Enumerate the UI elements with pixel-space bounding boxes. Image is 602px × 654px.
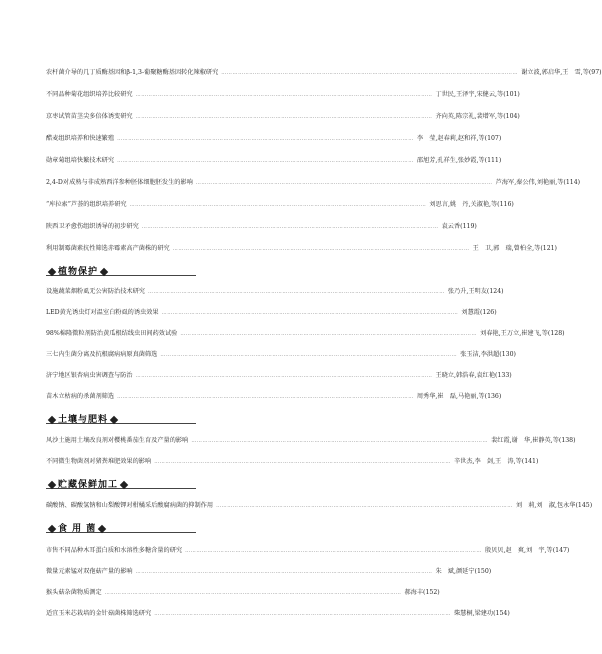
dot-leader: …………………………………………………………………………………………………………………………………………… bbox=[135, 114, 433, 120]
entry-authors: 张玉洁,李洪超(130) bbox=[460, 351, 516, 358]
entry-authors: 丁世民,王泽宇,宋健云,等(101) bbox=[435, 91, 520, 98]
section-heading-label: 贮藏保鲜加工 bbox=[58, 479, 119, 490]
diamond-icon bbox=[100, 267, 108, 275]
entry-authors: 柴慧桐,梁建功(154) bbox=[454, 610, 510, 617]
dot-leader: …………………………………………………………………………………………………………………………………………… bbox=[135, 569, 433, 575]
dot-leader: …………………………………………………………………………………………………………………………………………… bbox=[180, 331, 478, 337]
entry-title: 碳酸钠、碳酸氢钠和山梨酸钾对柑橘采后酸腐病菌的抑制作用 bbox=[46, 502, 214, 509]
entry-title: 醋麦组织培养和快速繁殖 bbox=[46, 135, 115, 142]
toc-entry[interactable] bbox=[46, 500, 593, 512]
entry-title: 市售不同品种木耳蛋白质和水溶性多糖含量的研究 bbox=[46, 547, 183, 554]
dot-leader: …………………………………………………………………………………………………………………………………………… bbox=[117, 394, 414, 400]
dot-leader: …………………………………………………………………………………………………………………………………………… bbox=[221, 70, 519, 76]
entry-authors: 郝海丰(152) bbox=[404, 589, 440, 596]
entry-title: 不同品种菊花组织培养比较研究 bbox=[46, 91, 133, 98]
dot-leader: …………………………………………………………………………………………………………………………………………… bbox=[160, 352, 458, 358]
entry-title: 微量元素锰对双孢菇产量的影响 bbox=[46, 568, 133, 575]
entry-authors: 刘慧霞(126) bbox=[461, 309, 497, 316]
entry-authors: 裴红霞,谢 华,崔静英,等(138) bbox=[491, 437, 576, 444]
section-heading-soil-fertilizer bbox=[46, 409, 196, 424]
entry-authors: 周秀华,崔 磊,马艳丽,等(136) bbox=[416, 393, 502, 400]
dot-leader: …………………………………………………………………………………………………………………………………………… bbox=[117, 136, 414, 142]
dot-leader: …………………………………………………………………………………………………………………………………………… bbox=[185, 548, 482, 554]
entry-authors: 王晓立,韩浩春,袁红艳(133) bbox=[435, 372, 512, 379]
entry-authors: 王 卫,郭 瑞,曾柏全,等(121) bbox=[472, 245, 557, 252]
entry-title: 农杆菌介导的几丁质酶基因和β-1,3-葡聚糖酶基因转化辣椒研究 bbox=[46, 69, 219, 76]
entry-authors: 殷贝贝,赵 爽,刘 宇,等(147) bbox=[484, 547, 570, 554]
entry-authors: 袁云香(119) bbox=[441, 223, 477, 230]
section-heading-plant-protection bbox=[46, 261, 196, 276]
entry-title: 98%棉隆微粒剂防治黄瓜根结线虫田间药效试验 bbox=[46, 330, 178, 337]
toc-entry[interactable] bbox=[46, 177, 581, 189]
entry-authors: 刘春艳,王万立,崔建飞,等(128) bbox=[480, 330, 565, 337]
section-heading-label: 食 用 菌 bbox=[58, 523, 97, 534]
entry-title: 适宜玉米芯栽培的金针菇菌株筛选研究 bbox=[46, 610, 152, 617]
toc-entry[interactable] bbox=[46, 243, 557, 255]
entry-title: 设施蔬菜烟粉虱无公害防治技术研究 bbox=[46, 288, 145, 295]
toc-entry[interactable] bbox=[46, 199, 514, 211]
dot-leader: …………………………………………………………………………………………………………………………………………… bbox=[195, 180, 493, 186]
diamond-icon bbox=[120, 480, 128, 488]
entry-title: 勋章菊组培快繁技术研究 bbox=[46, 157, 115, 164]
section-heading-storage-processing bbox=[46, 474, 196, 489]
entry-title: “库拉索”芦荟的组织培养研究 bbox=[46, 201, 127, 208]
entry-title: 风沙土施用土壤改良剂对樱桃番茄生育及产量的影响 bbox=[46, 437, 189, 444]
dot-leader: …………………………………………………………………………………………………………………………………………… bbox=[216, 503, 513, 509]
toc-entry[interactable] bbox=[46, 545, 570, 557]
entry-authors: 刘思言,姚 丹,关淑艳,等(116) bbox=[429, 201, 514, 208]
section-heading-label: 植物保护 bbox=[58, 266, 99, 277]
toc-entry[interactable] bbox=[46, 391, 502, 403]
diamond-icon bbox=[48, 267, 56, 275]
toc-entry[interactable] bbox=[46, 456, 539, 468]
toc-entry[interactable] bbox=[46, 349, 516, 361]
entry-title: 济宁地区银杏病虫害调查与防治 bbox=[46, 372, 133, 379]
toc-entry[interactable] bbox=[46, 566, 492, 578]
entry-title: 三七内生菌分离及抗根腐病病原真菌筛选 bbox=[46, 351, 158, 358]
dot-leader: …………………………………………………………………………………………………………………………………………… bbox=[135, 92, 433, 98]
toc-entry[interactable] bbox=[46, 155, 502, 167]
entry-authors: 李 莹,赵春莉,赵和祥,等(107) bbox=[416, 135, 502, 142]
entry-authors: 邵旭芳,孔祥生,张妙霞,等(111) bbox=[416, 157, 502, 164]
entry-title: 2,4-D对成熟与非成熟西洋参种胚体细胞胚发生的影响 bbox=[46, 179, 193, 186]
diamond-icon bbox=[48, 415, 56, 423]
toc-entry[interactable] bbox=[46, 286, 504, 298]
dot-leader: …………………………………………………………………………………………………………………………………………… bbox=[117, 158, 414, 164]
entry-title: 陕西卫矛愈伤组织诱导的初步研究 bbox=[46, 223, 139, 230]
toc-entry[interactable] bbox=[46, 435, 576, 447]
dot-leader: …………………………………………………………………………………………………………………………………………… bbox=[154, 611, 451, 617]
entry-authors: 朱 斌,颜延宁(150) bbox=[435, 568, 492, 575]
section-heading-label: 土壤与肥料 bbox=[58, 414, 109, 425]
diamond-icon bbox=[110, 415, 118, 423]
dot-leader: …………………………………………………………………………………………………………………………………………… bbox=[161, 310, 459, 316]
dot-leader: …………………………………………………………………………………………………………………………………………… bbox=[172, 246, 470, 252]
entry-title: LED黄光诱虫灯对温室白粉虱的诱虫效果 bbox=[46, 309, 159, 316]
toc-entry[interactable] bbox=[46, 221, 477, 233]
entry-authors: 谢立波,郭启华,王 雪,等(97) bbox=[521, 69, 602, 76]
diamond-icon bbox=[98, 524, 106, 532]
section-heading-edible-fungi bbox=[46, 518, 196, 533]
toc-entry[interactable] bbox=[46, 587, 440, 599]
entry-authors: 刘 莉,刘 淑,包永华(145) bbox=[515, 502, 593, 509]
diamond-icon bbox=[48, 524, 56, 532]
entry-authors: 齐向英,陈宗礼,裴增军,等(104) bbox=[435, 113, 520, 120]
dot-leader: …………………………………………………………………………………………………………………………………………… bbox=[148, 289, 445, 295]
entry-title: 苗木立枯病的杀菌剂筛选 bbox=[46, 393, 115, 400]
toc-entry[interactable] bbox=[46, 133, 502, 145]
dot-leader: …………………………………………………………………………………………………………………………………………… bbox=[129, 202, 427, 208]
toc-entry[interactable] bbox=[46, 328, 565, 340]
entry-authors: 张乃升,王明友(124) bbox=[447, 288, 504, 295]
toc-entry[interactable] bbox=[46, 111, 520, 123]
entry-title: 不同微生物菌剂对猪粪堆肥效果的影响 bbox=[46, 458, 152, 465]
toc-entry[interactable] bbox=[46, 89, 520, 101]
entry-title: 利用制霉菌素抗性筛选赤霉素高产菌株的研究 bbox=[46, 245, 170, 252]
toc-entry[interactable] bbox=[46, 307, 497, 319]
diamond-icon bbox=[48, 480, 56, 488]
dot-leader: …………………………………………………………………………………………………………………………………………… bbox=[141, 224, 439, 230]
toc-entry[interactable] bbox=[46, 608, 510, 620]
entry-title: 京枣试管苗茎尖多倍体诱变研究 bbox=[46, 113, 133, 120]
dot-leader: …………………………………………………………………………………………………………………………………………… bbox=[104, 590, 402, 596]
dot-leader: …………………………………………………………………………………………………………………………………………… bbox=[135, 373, 433, 379]
entry-authors: 芦海军,秦公伟,刘艳丽,等(114) bbox=[495, 179, 581, 186]
toc-entry[interactable] bbox=[46, 67, 602, 79]
toc-entry[interactable] bbox=[46, 370, 512, 382]
dot-leader: …………………………………………………………………………………………………………………………………………… bbox=[191, 438, 489, 444]
entry-title: 猴头菇杂菌物质测定 bbox=[46, 589, 102, 596]
dot-leader: …………………………………………………………………………………………………………………………………………… bbox=[154, 459, 451, 465]
entry-authors: 辛世杰,李 剑,王 涛,等(141) bbox=[454, 458, 539, 465]
